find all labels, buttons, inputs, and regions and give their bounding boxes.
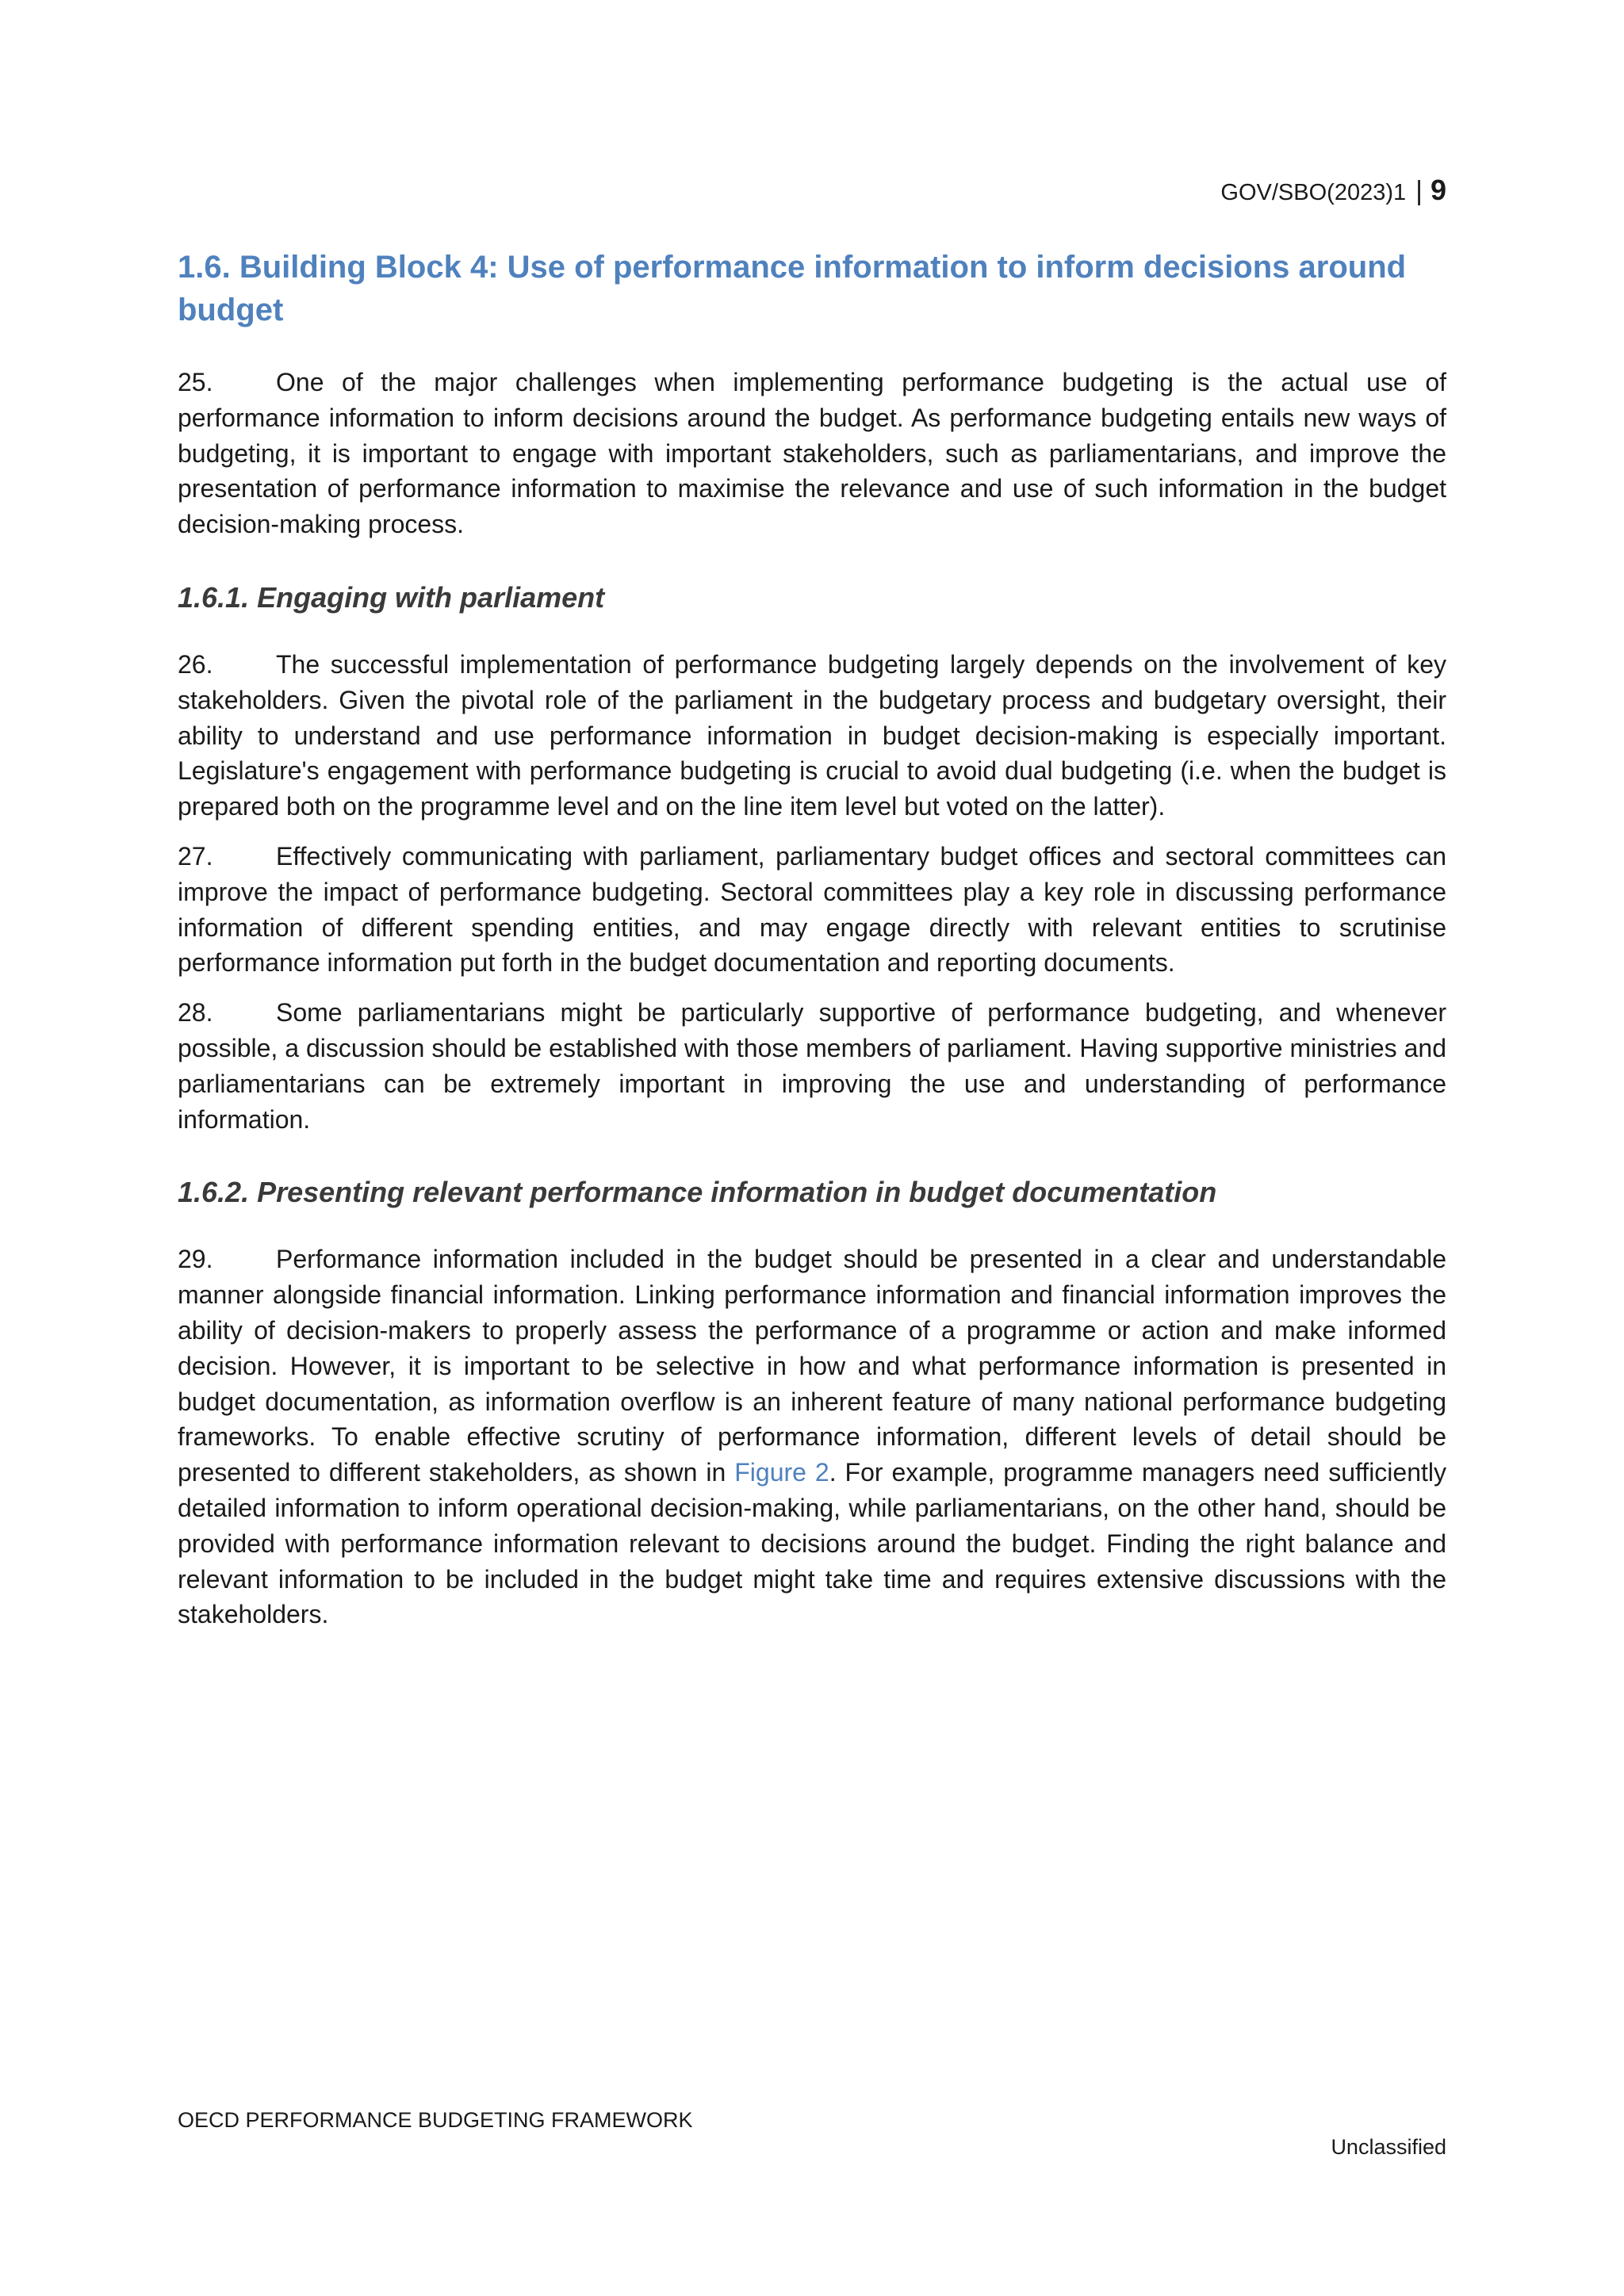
paragraph-28 bbox=[178, 995, 1446, 1137]
paragraph-number: 26. bbox=[178, 649, 213, 679]
paragraph-number: 29. bbox=[178, 1245, 213, 1274]
paragraph-number: 25. bbox=[178, 368, 213, 396]
section-title: 1.6. Building Block 4: Use of performance information to inform decisions around budget bbox=[178, 250, 1407, 327]
header-separator: | bbox=[1415, 176, 1423, 206]
paragraph-27 bbox=[178, 839, 1446, 981]
paragraph-text: One of the major challenges when implementing performance budgeting is the actual use of performance information to inform decisions around the budget. As performance budgeting entails new ways of budgeting, it is important to engage with important stakeholders, such as parliamentarians, and improve the presentation of performance information to maximise the relevance and use of such information in the budget decision-making process. bbox=[178, 368, 1446, 539]
paragraph-text: The successful implementation of performance budgeting largely depends on the involvement of key stakeholders. Given the pivotal role of the parliament in the budgetary process and budgetary oversight, their ability to understand and use performance information in budget decision-making is especially important. Legislature's engagement with performance budgeting is crucial to avoid dual budgeting (i.e. when the budget is prepared both on the programme level and on the line item level but voted on the latter). bbox=[178, 649, 1446, 821]
subsection-title-presenting-information: 1.6.2. Presenting relevant performance information in budget documentation bbox=[178, 1176, 1217, 1209]
page-header bbox=[1220, 173, 1446, 210]
paragraph-text: Effectively communicating with parliament, parliamentary budget offices and sectoral committees can improve the impact of performance budgeting. Sectoral committees play a key role in discussing performance information of different spending entities, and may engage directly with relevant entities to scrutinise performance information put forth in the budget documentation and reporting documents. bbox=[178, 841, 1446, 978]
main-content bbox=[178, 246, 1446, 1632]
page-number: 9 bbox=[1430, 174, 1446, 206]
subsection-title-engaging-parliament: 1.6.1. Engaging with parliament bbox=[178, 580, 605, 614]
paragraph-26 bbox=[178, 647, 1446, 825]
paragraph-number: 28. bbox=[178, 998, 213, 1027]
figure-2-link[interactable]: Figure 2 bbox=[734, 1458, 829, 1487]
paragraph-number: 27. bbox=[178, 841, 213, 871]
footer-classification: Unclassified bbox=[1331, 2135, 1446, 2159]
footer-document-title: OECD PERFORMANCE BUDGETING FRAMEWORK bbox=[178, 2108, 693, 2132]
paragraph-29 bbox=[178, 1242, 1446, 1632]
paragraph-text: Some parliamentarians might be particularly supportive of performance budgeting, and whenever possible, a discussion should be established with those members of parliament. Having supportive ministries and parliamentarians can be extremely important in improving the use and understanding of performance information. bbox=[178, 998, 1446, 1134]
document-reference: GOV/SBO(2023)1 bbox=[1220, 180, 1407, 205]
paragraph-text-before-link: Performance information included in the budget should be presented in a clear and understandable manner alongside financial information. Linking performance information and financial information improves the ability of decision-makers to properly assess the performance of a programme or action and make informed decision. However, it is important to be selective in how and what performance information is presented in budget documentation, as information overflow is an inherent feature of many national performance budgeting frameworks. To enable effective scrutiny of performance information, different levels of detail should be presented to different stakeholders, as shown in bbox=[178, 1245, 1446, 1487]
paragraph-text-after-link: . For example, programme managers need sufficiently detailed information to inform operational decision-making, while parliamentarians, on the other hand, should be provided with performance information relevant to decisions around the budget. Finding the right balance and relevant information to be included in the budget might take time and requires extensive discussions with the stakeholders. bbox=[178, 1458, 1447, 1629]
paragraph-25 bbox=[178, 365, 1446, 542]
